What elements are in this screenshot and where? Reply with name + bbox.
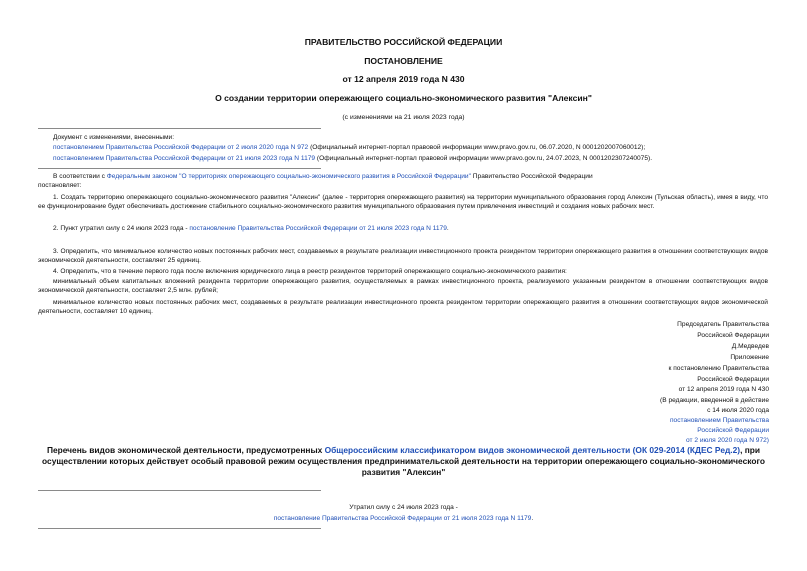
divider: [38, 168, 321, 169]
resolves-word: постановляет:: [38, 182, 82, 189]
list-title-text-end: , при осуществлении которых действует особый правовой режим осуществления предпринимательской деятельности на территории опережающего социально-экономического развития "Алексин": [42, 445, 765, 477]
appendix-line: Приложение: [730, 354, 769, 361]
federal-law-link[interactable]: Федеральным законом "О территориях опережающего социально-экономического развития в Российской Федерации": [106, 173, 471, 180]
activity-list-title: [40, 445, 767, 478]
amendment-details: (Официальный интернет-портал правовой информации www.pravo.gov.ru, 24.07.2023, N 0001202307240075).: [315, 155, 653, 162]
signature-org: Российской Федерации: [697, 332, 769, 339]
preamble: [53, 172, 593, 181]
appendix-line: к постановлению Правительства: [668, 365, 769, 372]
signature-title: Председатель Правительства: [677, 321, 769, 328]
amendment-link[interactable]: постановлением Правительства Российской Федерации от 21 июля 2023 года N 1179: [53, 155, 316, 162]
repeal-footer-link[interactable]: постановление Правительства Российской Федерации от 21 июля 2023 года N 1179: [273, 515, 532, 522]
government-heading: ПРАВИТЕЛЬСТВО РОССИЙСКОЙ ФЕДЕРАЦИИ: [304, 37, 503, 47]
divider: [38, 528, 321, 529]
repeal-ref: [0, 514, 807, 523]
paragraph-4: 4. Определить, что в течение первого года после включения юридического лица в реестр резидентов территорий опережающего социально-экономического развития:: [53, 268, 567, 275]
amendment-link[interactable]: постановлением Правительства Российской Федерации от 2 июля 2020 года N 972: [53, 144, 309, 151]
appendix-line: с 14 июля 2020 года: [707, 407, 769, 414]
document-title: О создании территории опережающего социально-экономического развития "Алексин": [215, 93, 592, 103]
divider: [38, 128, 321, 129]
paragraph-1: 1. Создать территорию опережающего социально-экономического развития "Алексин" (далее - территория опережающего развития) на территории муниципального образования город Алексин (Тульская область), имея в виду, что ее функционирование будет обеспечивать достижение стабильного социально-экономического развития муниципального образования путем привлечения инвестиций и создания новых рабочих мест.: [38, 194, 768, 210]
appendix-line: (В редакции, введенной в действие: [660, 397, 769, 404]
paragraph-3: 3. Определить, что минимальное количество новых постоянных рабочих мест, создаваемых в результате реализации инвестиционного проекта резидентом территории опережающего развития в отношении соответствующих видов экономической деятельности, составляет 25 единиц.: [38, 248, 768, 264]
document-date-number: от 12 апреля 2019 года N 430: [342, 74, 465, 84]
amendments-intro: Документ с изменениями, внесенными:: [53, 134, 175, 141]
amendment-item: [53, 154, 652, 163]
revision-note: (с изменениями на 21 июля 2023 года): [342, 114, 465, 121]
appendix-link[interactable]: постановлением Правительства: [669, 417, 769, 424]
repeal-link[interactable]: постановление Правительства Российской Федерации от 21 июля 2023 года N 1179: [189, 225, 447, 232]
paragraph-2-end: .: [446, 225, 449, 232]
paragraph-2: [53, 224, 449, 233]
appendix-line: Российской Федерации: [697, 376, 769, 383]
paragraph-2-text: 2. Пункт утратил силу с 24 июля 2023 года -: [53, 225, 190, 232]
divider: [38, 490, 321, 491]
list-title-text: Перечень видов экономической деятельности, предусмотренных: [46, 445, 325, 455]
amendment-item: [53, 143, 645, 152]
document-type-heading: ПОСТАНОВЛЕНИЕ: [364, 56, 443, 66]
repeal-ref-end: .: [531, 515, 534, 522]
appendix-link[interactable]: Российской Федерации: [697, 427, 769, 434]
appendix-line: от 12 апреля 2019 года N 430: [678, 386, 769, 393]
preamble-text-end: Правительство Российской Федерации: [470, 173, 593, 180]
repeal-note: Утратил силу с 24 июля 2023 года -: [349, 504, 458, 511]
appendix-link[interactable]: от 2 июля 2020 года N 972): [685, 437, 769, 444]
preamble-text: В соответствии с: [53, 173, 107, 180]
amendment-details: (Официальный интернет-портал правовой информации www.pravo.gov.ru, 06.07.2020, N 0001202007060012);: [308, 144, 646, 151]
okved-classifier-link[interactable]: Общероссийским классификатором видов экономической деятельности (ОК 029-2014 (КДЕС Ред.2): [324, 445, 741, 455]
signature-name: Д.Медведев: [731, 343, 769, 350]
paragraph-4a: минимальный объем капитальных вложений резидента территории опережающего развития, осуществляемых в рамках инвестиционного проекта, реализуемого указанным резидентом в отношении соответствующих видов экономической деятельности, составляет 2,5 млн. рублей;: [38, 278, 768, 294]
paragraph-4b: минимальное количество новых постоянных рабочих мест, создаваемых в результате реализации инвестиционного проекта резидентом территории опережающего развития в отношении соответствующих видов экономической деятельности, составляет 10 единиц.: [38, 299, 768, 315]
